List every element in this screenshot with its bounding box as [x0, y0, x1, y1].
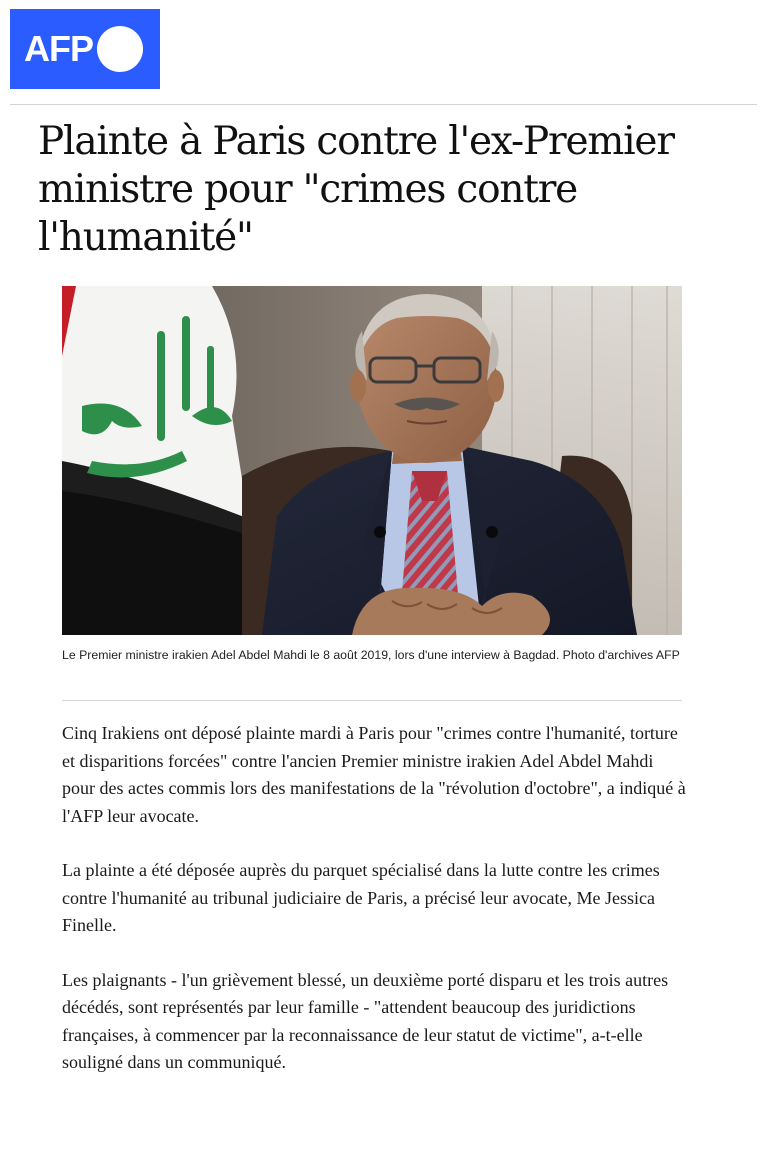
- article-paragraph-1: Cinq Irakiens ont déposé plainte mardi à Paris pour "crimes contre l'humanité, torture et disparitions forcées" contre l'ancien Premier ministre irakien Adel Abdel Mahdi pour des actes commis lors des manifestations de la "révolution d'octobre", a indiqué à l'AFP leur avocate.: [62, 723, 686, 826]
- caption-divider: [62, 700, 682, 701]
- article-paragraph-2: La plainte a été déposée auprès du parquet spécialisé dans la lutte contre les crimes contre l'humanité au tribunal judiciaire de Paris, a précisé leur avocate, Me Jessica Finelle.: [62, 860, 660, 935]
- afp-logo-dot-icon: [97, 26, 143, 72]
- article-paragraph-3: Les plaignants - l'un grièvement blessé, un deuxième porté disparu et les trois autres décédés, sont représentés par leur famille - "attendent beaucoup des juridictions françaises, à commencer par la reconnaissance de leur statut de victime", a-t-elle souligné dans un communiqué.: [62, 969, 669, 1072]
- header-divider: [10, 104, 757, 105]
- photo-illustration: [62, 286, 682, 635]
- photo-caption: Le Premier ministre irakien Adel Abdel Mahdi le 8 août 2019, lors d'une interview à Bagdad. Photo d'archives AFP: [62, 648, 680, 662]
- afp-logo-text: AFP: [24, 28, 93, 69]
- afp-logo-link[interactable]: [10, 9, 160, 89]
- article-body: [62, 720, 687, 1104]
- article-headline: Plainte à Paris contre l'ex-Premier ministre pour "crimes contre l'humanité": [38, 119, 674, 260]
- article-photo: [62, 286, 682, 635]
